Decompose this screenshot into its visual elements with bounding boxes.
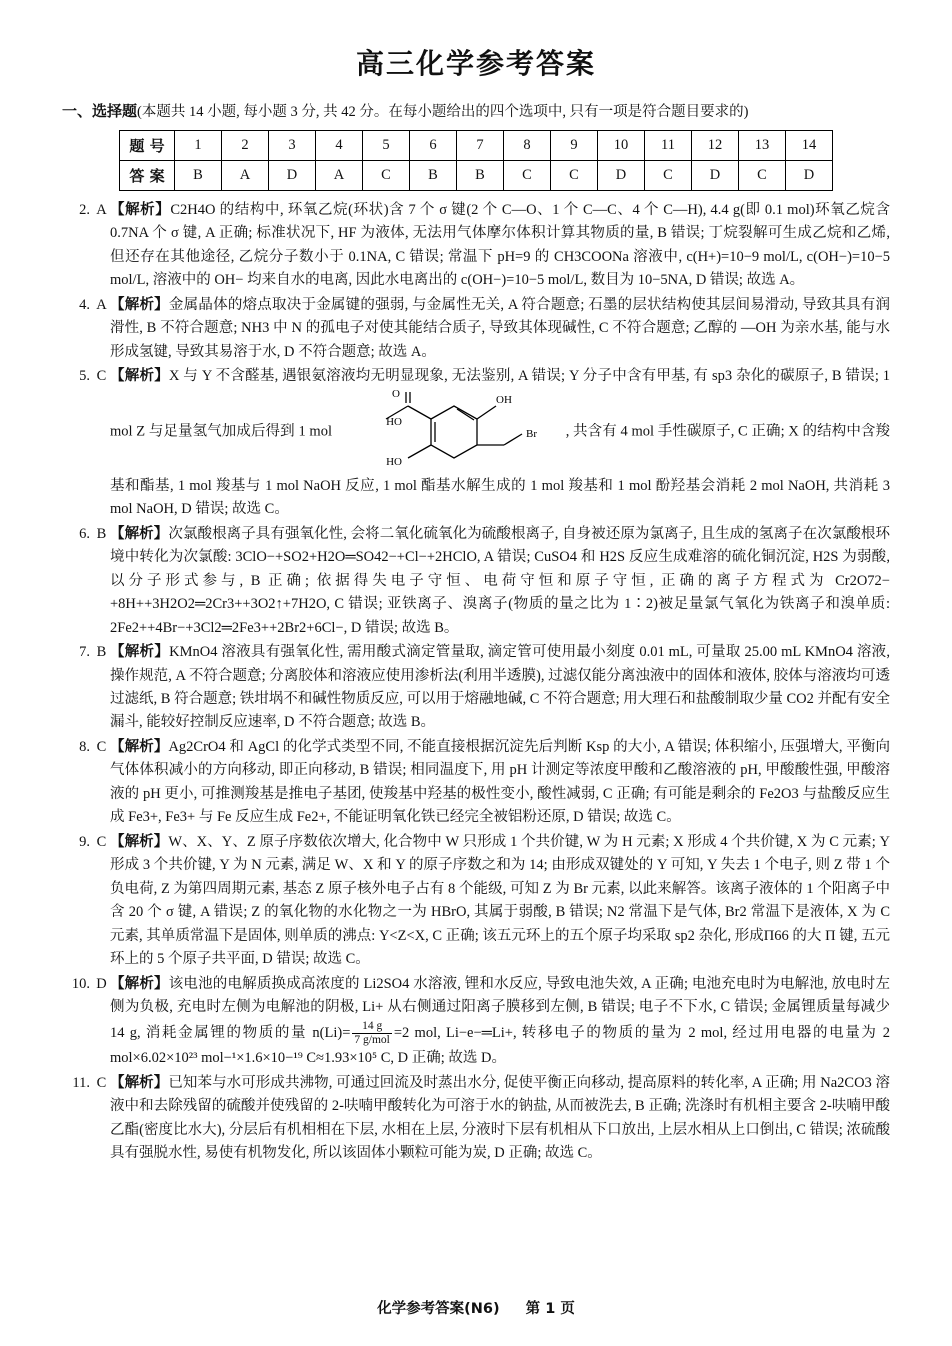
svg-text:HO: HO (385, 415, 402, 428)
item-answer: A (96, 296, 107, 313)
table-row-numbers (120, 130, 833, 160)
analysis-tag: 【解析】 (110, 296, 169, 313)
item-number: 5. (79, 368, 90, 385)
chemical-structure-diagram (336, 389, 566, 475)
footer-page-number: 第 1 页 (525, 1301, 575, 1317)
svg-text:O: O (391, 388, 400, 400)
item-body (110, 523, 890, 640)
item-body (110, 365, 890, 521)
explanation-item (62, 294, 890, 364)
item-answer: A (96, 201, 107, 218)
table-row-answers (120, 160, 833, 190)
table-cell: D (269, 160, 316, 190)
item-number: 2. (79, 201, 90, 218)
table-cell: 5 (363, 130, 410, 160)
table-cell: A (316, 160, 363, 190)
analysis-tag: 【解析】 (110, 525, 169, 542)
table-cell: B (457, 160, 504, 190)
item-answer: B (96, 644, 107, 661)
explanation-item (62, 523, 890, 640)
analysis-text-after: , 共含有 4 mol 手性碳原子, C 正确; X 的结构中含羧基和酯基, 1 mol 羧基与 1 mol NaOH 反应, 1 mol 酯基水解生成的 1 mol 羧基和 1 mol 酚羟基会消耗 2 mol NaOH, 共消耗 3 mol NaOH, D 错误; 故选 C。 (110, 422, 890, 518)
analysis-tag: 【解析】 (110, 368, 169, 385)
row-label-question: 题 号 (120, 130, 175, 160)
item-number: 8. (79, 738, 90, 755)
table-cell: 1 (175, 130, 222, 160)
page-footer (0, 1297, 952, 1318)
item-answer: C (96, 1074, 107, 1091)
answer-table (119, 130, 833, 191)
item-body (110, 294, 890, 364)
table-cell: C (504, 160, 551, 190)
explanation-item (62, 641, 890, 735)
item-number: 4. (79, 296, 90, 313)
analysis-text: 金属晶体的熔点取决于金属键的强弱, 与金属性无关, A 符合题意; 石墨的层状结构使其层间易滑动, 导致其具有润滑性, B 不符合题意; NH3 中 N 的孤电子对使其能结合质子, 导致其体现碱性, C 不符合题意; 乙醇的 —OH 为亲水基, 能与水形成氢键, 导致其易溶于水, D 不符合题意; 故选 A。 (110, 296, 891, 360)
table-cell: C (363, 160, 410, 190)
analysis-tag: 【解析】 (110, 833, 169, 850)
analysis-tag: 【解析】 (110, 644, 170, 661)
analysis-tag: 【解析】 (110, 738, 169, 755)
analysis-tag: 【解析】 (110, 1074, 169, 1091)
table-cell: 8 (504, 130, 551, 160)
fraction-expression (352, 1020, 391, 1047)
table-cell: 14 (786, 130, 833, 160)
item-answer: C (96, 833, 107, 850)
table-cell: 9 (551, 130, 598, 160)
analysis-text: 次氯酸根离子具有强氧化性, 会将二氧化硫氧化为硫酸根离子, 自身被还原为氯离子, 且生成的氢离子在次氯酸根环境中转化为次氯酸: 3ClO−+SO2+H2O═SO42−+Cl−+2HClO, A 错误; CuSO4 和 H2S 反应生成难溶的硫化铜沉淀, H2S 为弱酸, 以分子形式参与, B 正确; 依据得失电子守恒、电荷守恒和原子守恒, 正确的离子方程式为 Cr2O72−+8H++3H2O2═2Cr3++3O2↑+7H2O, C 错误; 亚铁离子、溴离子(物质的量之比为 1∶2)被足量氯气氧化为铁离子和溴单质: 2Fe2++4Br−+3Cl2═2Fe3++2Br2+6Cl−, D 错误; 故选 B。 (110, 525, 891, 636)
table-cell: 6 (410, 130, 457, 160)
analysis-tag: 【解析】 (110, 975, 169, 992)
table-cell: C (739, 160, 786, 190)
svg-text:OH: OH (495, 393, 512, 406)
table-cell: C (551, 160, 598, 190)
explanation-item (62, 1072, 890, 1166)
table-cell: B (410, 160, 457, 190)
svg-text:Br: Br (525, 427, 537, 440)
analysis-text: Ag2CrO4 和 AgCl 的化学式类型不同, 不能直接根据沉淀先后判断 Ksp 的大小, A 错误; 体积缩小, 压强增大, 平衡向气体体积减小的方向移动, 即正向移动, B 错误; 相同温度下, 用 pH 计测定等浓度甲酸和乙酸溶液的 pH, 甲酸酸性强, 甲酸溶液的 pH 更小, 可推测羧基是推电子基团, 使羧基中羟基的极性变小, 酸性减弱, C 正确; 有可能是剩余的 Fe2O3 与盐酸反应生成 Fe3+, Fe3+ 与 Fe 反应生成 Fe2+, 不能证明氧化铁已经完全被铝粉还原, D 错误; 故选 C。 (110, 738, 890, 826)
analysis-text-before: X 与 Y 不含醛基, 遇银氨溶液均无明显现象, 无法鉴别, A 错误; Y 分子中含有甲基, 有 sp3 杂化的碳原子, B 错误; 1 mol Z 与足量氢气加成后得到 1 mol (110, 368, 890, 439)
item-number: 10. (71, 975, 90, 992)
item-answer: C (96, 738, 107, 755)
table-cell: D (598, 160, 645, 190)
table-cell: 12 (692, 130, 739, 160)
footer-document-name: 化学参考答案(N6) (377, 1301, 500, 1317)
section-description: (本题共 14 小题, 每小题 3 分, 共 42 分。在每小题给出的四个选项中, 只有一项是符合题目要求的) (137, 104, 749, 120)
item-body (110, 641, 890, 735)
item-body (110, 973, 890, 1071)
analysis-text-before: 该电池的电解质换成高浓度的 Li2SO4 水溶液, 锂和水反应, 导致电池失效, A 正确; 电池充电时为电解池, 放电时左侧为负极, 充电时左侧为电解池的阴极, Li+ 从右侧通过阳离子膜移到左侧, B 错误; 电子不下水, C 错误; 金属锂质量每减少 14 g, 消耗金属锂的物质的量 n(Li)= (110, 975, 890, 1041)
item-answer: D (96, 975, 107, 992)
table-cell: 13 (739, 130, 786, 160)
table-cell: 3 (269, 130, 316, 160)
explanation-item (62, 736, 890, 830)
analysis-text: W、X、Y、Z 原子序数依次增大, 化合物中 W 只形成 1 个共价键, W 为 H 元素; X 形成 4 个共价键, X 为 C 元素; Y 形成 3 个共价键, Y 为 N 元素, 满足 W、X 和 Y 的原子序数之和为 14; 由形成双键处的 Y 可知, Y 失去 1 个电子, 则 Z 带 1 个负电荷, Z 为第四周期元素, 基态 Z 原子核外电子占有 8 个能级, 可知 Z 为 Br 元素, 以此来解答。该离子液体的 1 个阳离子中含 20 个 σ 键, A 错误; Z 的氧化物的水化物之一为 HBrO, 其属于弱酸, B 错误; N2 常温下是气体, Br2 常温下是液体, X 为 C 元素, 其单质常温下是固体, 则单质的沸点: Y<Z<X, C 正确; 该五元环上的五个原子均采取 sp2 杂化, 形成Π66 的大 Π 键, 五元环上的 5 个原子共平面, D 错误; 故选 C。 (110, 833, 891, 968)
fraction-numerator: 14 g (352, 1020, 391, 1034)
item-answer: B (96, 525, 107, 542)
explanation-item (62, 973, 890, 1071)
table-cell: A (222, 160, 269, 190)
row-label-answer: 答 案 (120, 160, 175, 190)
explanation-item (62, 199, 890, 293)
explanation-item (62, 365, 890, 521)
analysis-text: 已知苯与水可形成共沸物, 可通过回流及时蒸出水分, 促使平衡正向移动, 提高原料的转化率, A 正确; 用 Na2CO3 溶液中和去除残留的硫酸并使残留的 2-呋喃甲酸转化为可溶于水的钠盐, 从而被洗去, B 正确; 洗涤时有机相主要含 2-呋喃甲酸乙酯(密度比水大), 分层后有机相相在下层, 水相在上层, 分液时下层有机相从下口放出, 上层水相从上口倒出, C 错误; 浓硫酸具有强脱水性, 易使有机物发化, 所以该固体小颗粒可能为炭, D 正确; 故选 C。 (110, 1074, 891, 1162)
analysis-tag: 【解析】 (110, 201, 171, 218)
item-number: 9. (79, 833, 90, 850)
section-lead-label: 一、选择题 (62, 102, 138, 120)
table-cell: D (692, 160, 739, 190)
item-body (110, 736, 890, 830)
fraction-denominator: 7 g/mol (354, 1033, 390, 1046)
table-cell: B (175, 160, 222, 190)
table-cell: D (786, 160, 833, 190)
analysis-text: C2H4O 的结构中, 环氧乙烷(环状)含 7 个 σ 键(2 个 C—O、1 个 C—C、4 个 C—H), 4.4 g(即 0.1 mol)环氧乙烷含 0.7NA 个 σ 键, A 正确; 标准状况下, HF 为液体, 无法用气体摩尔体积计算其物质的量, B 错误; 丁烷裂解可生成乙烷和乙烯, 但还存在其他途径, 乙烷分子数小于 0.1NA, C 错误; 常温下 pH=9 的 CH3COONa 溶液中, c(H+)=10−9 mol/L, c(OH−)=10−5 mol/L, 溶液中的 OH− 均来自水的电离, 因此水电离出的 c(OH−)=10−5 mol/L, 数目为 10−5NA, D 错误; 故选 A。 (110, 201, 890, 289)
item-body (110, 831, 890, 972)
svg-text:HO: HO (385, 455, 402, 468)
page-title: 高三化学参考答案 (355, 47, 596, 80)
table-cell: 11 (645, 130, 692, 160)
table-cell: 7 (457, 130, 504, 160)
analysis-text: KMnO4 溶液具有强氧化性, 需用酸式滴定管量取, 滴定管可使用最小刻度 0.01 mL, 可量取 25.00 mL KMnO4 溶液, 操作规范, A 不符合题意; 分离胶体和溶液应使用渗析法(利用半透膜), 过滤仅能分离浊液中的固体和液体, 胶体与溶液均可透过滤纸, B 符合题意; 铁坩埚不和碱性物质反应, 可以用于熔融地碱, C 不符合题意; 用大理石和盐酸制取少量 CO2 并配有安全漏斗, 能较好控制反应速率, D 不符合题意; 故选 B。 (110, 644, 891, 731)
analysis-text-after: =2 mol, Li−e−═Li+, 转移电子的物质的量为 2 mol, 经过用电器的电量为 2 mol×6.02×10²³ mol−¹×1.6×10−¹⁹ C≈1.93×10⁵ C, D 正确; 故选 D。 (110, 1024, 890, 1067)
table-cell: 10 (598, 130, 645, 160)
item-body (110, 199, 890, 293)
item-answer: C (96, 368, 107, 385)
item-body (110, 1072, 890, 1166)
table-cell: 4 (316, 130, 363, 160)
explanation-item (62, 831, 890, 972)
item-number: 7. (79, 644, 90, 661)
answer-table-wrapper (62, 130, 890, 191)
table-cell: 2 (222, 130, 269, 160)
section-heading (62, 100, 890, 124)
item-number: 11. (72, 1074, 90, 1091)
item-number: 6. (79, 525, 90, 542)
table-cell: C (645, 160, 692, 190)
